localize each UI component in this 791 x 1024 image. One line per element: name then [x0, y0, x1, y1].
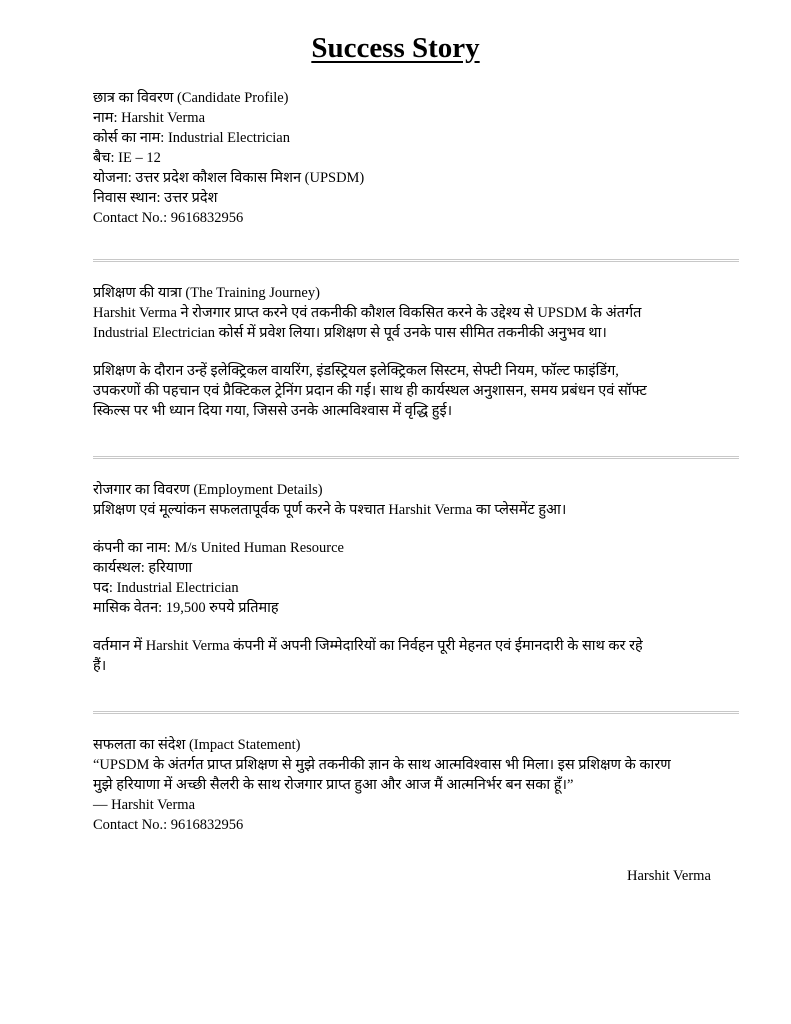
impact-quote-line1: “UPSDM के अंतर्गत प्राप्त प्रशिक्षण से मुझे तकनीकी ज्ञान के साथ आत्मविश्वास भी मिला। इस प्रशिक्षण के कारण	[93, 757, 671, 773]
page-title: Success Story	[311, 32, 480, 64]
profile-contact: Contact No.: 9616832956	[93, 210, 244, 226]
profile-batch: बैच: IE – 12	[93, 150, 161, 166]
impact-contact: Contact No.: 9616832956	[93, 817, 244, 833]
training-para2-line3: स्किल्स पर भी ध्यान दिया गया, जिससे उनके आत्मविश्वास में वृद्धि हुई।	[93, 403, 453, 419]
signature-name: Harshit Verma	[627, 868, 711, 884]
paragraph-gap	[93, 520, 743, 538]
employment-post: पद: Industrial Electrician	[93, 580, 239, 596]
employment-current-line2: हैं।	[93, 658, 107, 674]
training-para1-line2: Industrial Electrician कोर्स में प्रवेश लिया। प्रशिक्षण से पूर्व उनके पास सीमित तकनीकी अनुभव था।	[93, 325, 607, 341]
paragraph-gap	[93, 618, 743, 636]
training-para2-line2: उपकरणों की पहचान एवं प्रैक्टिकल ट्रेनिंग प्रदान की गई। साथ ही कार्यस्थल अनुशासन, समय प्रबंधन एवं सॉफ्ट	[93, 383, 647, 399]
profile-scheme: योजना: उत्तर प्रदेश कौशल विकास मिशन (UPSDM)	[93, 170, 365, 186]
training-journey-section	[93, 283, 743, 421]
training-heading: प्रशिक्षण की यात्रा (The Training Journey)	[93, 285, 320, 301]
employment-current-line1: वर्तमान में Harshit Verma कंपनी में अपनी जिम्मेदारियों का निर्वहन पूरी मेहनत एवं ईमानदारी के साथ कर रहे	[93, 638, 643, 654]
profile-heading: छात्र का विवरण (Candidate Profile)	[93, 90, 289, 106]
impact-attribution: — Harshit Verma	[93, 797, 196, 813]
impact-statement-section	[93, 735, 743, 835]
impact-heading: सफलता का संदेश (Impact Statement)	[93, 737, 301, 753]
paragraph-gap	[93, 343, 743, 361]
candidate-profile-section	[93, 88, 743, 228]
profile-residence: निवास स्थान: उत्तर प्रदेश	[93, 190, 218, 206]
impact-quote-line2: मुझे हरियाणा में अच्छी सैलरी के साथ रोजगार प्राप्त हुआ और आज मैं आत्मनिर्भर बन सका हूँ।”	[93, 777, 574, 793]
employment-details-section	[93, 480, 743, 676]
employment-intro: प्रशिक्षण एवं मूल्यांकन सफलतापूर्वक पूर्ण करने के पश्चात Harshit Verma का प्लेसमेंट हुआ।	[93, 502, 567, 518]
employment-company: कंपनी का नाम: M/s United Human Resource	[93, 540, 344, 556]
section-divider-3	[93, 711, 739, 714]
training-para2-line1: प्रशिक्षण के दौरान उन्हें इलेक्ट्रिकल वायरिंग, इंडस्ट्रियल इलेक्ट्रिकल सिस्टम, सेफ्टी नियम, फॉल्ट फाइंडिंग,	[93, 363, 619, 379]
employment-location: कार्यस्थल: हरियाणा	[93, 560, 193, 576]
training-para1-line1: Harshit Verma ने रोजगार प्राप्त करने एवं तकनीकी कौशल विकसित करने के उद्देश्य से UPSDM के अंतर्गत	[93, 305, 642, 321]
section-divider-1	[93, 259, 739, 262]
employment-heading: रोजगार का विवरण (Employment Details)	[93, 482, 323, 498]
profile-name: नाम: Harshit Verma	[93, 110, 206, 126]
profile-course: कोर्स का नाम: Industrial Electrician	[93, 130, 290, 146]
section-divider-2	[93, 456, 739, 459]
employment-salary: मासिक वेतन: 19,500 रुपये प्रतिमाह	[93, 600, 279, 616]
